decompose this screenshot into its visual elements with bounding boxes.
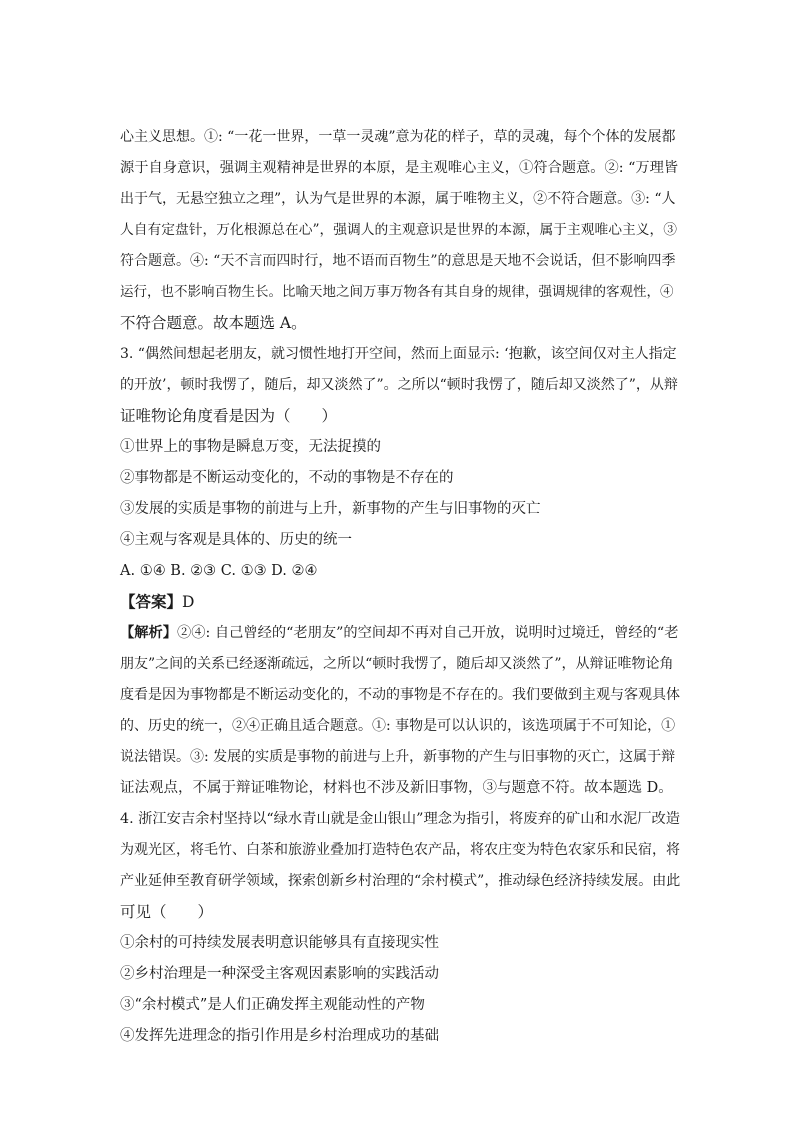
question-3-analysis: 证法观点，不属于辩证唯物论，材料也不涉及新旧事物，③与题意不符。故本题选 D。 — [120, 780, 673, 796]
question-4-stem: 为观光区，将毛竹、白茶和旅游业叠加打造特色农产品，将农庄变为特色农家乐和民宿，将 — [120, 842, 680, 858]
text-line: 人自有定盘针，万化根源总在心”，强调人的主观意识是世界的本源，属于主观唯心主义，③ — [120, 222, 678, 238]
question-3-analysis: 的、历史的统一，②④正确且适合题意。①: 事物是可以认识的，该选项属于不可知论，① — [120, 718, 676, 734]
question-4-option: ③“余村模式”是人们正确发挥主观能动性的产物 — [120, 997, 425, 1013]
text-line: 不符合题意。故本题选 A。 — [120, 314, 307, 332]
analysis-label: 【解析】 — [120, 625, 178, 641]
text-line: 心主义思想。①: “一花一世界，一草一灵魂”意为花的样子，草的灵魂，每个个体的发展都 — [120, 129, 676, 145]
question-3-analysis: 度看是因为事物都是不断运动变化的，不动的事物是不存在的。我们要做到主观与客观具体 — [120, 687, 680, 703]
question-3-option: ④主观与客观是具体的、历史的统一 — [120, 532, 352, 548]
question-4-option: ②乡村治理是一种深受主客观因素影响的实践活动 — [120, 966, 439, 982]
question-3-answer — [120, 592, 680, 612]
question-3-option: ②事物都是不断运动变化的，不动的事物是不存在的 — [120, 470, 454, 486]
question-3-analysis: 说法错误。③: 发展的实质是事物的前进与上升，新事物的产生与旧事物的灭亡，这属于辩 — [120, 749, 676, 765]
question-3-analysis: 朋友”之间的关系已经逐渐疏远，之所以“顿时我愣了，随后却又淡然了”，从辩证唯物论角 — [120, 656, 674, 672]
question-3-stem: 证唯物论角度看是因为（ ） — [120, 407, 338, 425]
question-4-stem: 可见（ ） — [120, 903, 214, 921]
text-line: 运行，也不影响百物生长。比喻天地之间万事万物各有其自身的规律，强调规律的客观性，④ — [120, 284, 674, 300]
answer-label: 【答案】 — [120, 592, 183, 611]
question-3-analysis — [120, 623, 680, 643]
text-line: 源于自身意识，强调主观精神是世界的本原，是主观唯心主义，①符合题意。②: “万理皆 — [120, 160, 679, 176]
question-4-option: ①余村的可持续发展表明意识能够具有直接现实性 — [120, 935, 439, 951]
question-3-option: ③发展的实质是事物的前进与上升，新事物的产生与旧事物的灭亡 — [120, 501, 541, 517]
question-4-stem: 4. 浙江安吉余村坚持以“绿水青山就是金山银山”理念为指引，将废弃的矿山和水泥厂改造 — [120, 811, 680, 827]
text-line: 符合题意。④: “天不言而四时行，地不语而百物生”的意思是天地不会说话，但不影响四季 — [120, 253, 676, 269]
question-3-stem: 的开放’，顿时我愣了，随后，却又淡然了”。之所以“顿时我愣了，随后却又淡然了”，从辩 — [120, 377, 678, 393]
question-3-choices: A. ①④ B. ②③ C. ①③ D. ②④ — [120, 563, 318, 579]
text-line: 出于气，无悬空独立之理”，认为气是世界的本源，属于唯物主义，②不符合题意。③: “人 — [120, 191, 676, 207]
analysis-text: ②④: 自己曾经的“老朋友”的空间却不再对自己开放，说明时过境迁，曾经的“老 — [177, 625, 679, 641]
question-3-option: ①世界上的事物是瞬息万变，无法捉摸的 — [120, 439, 381, 455]
question-3-stem: 3. “偶然间想起老朋友，就习惯性地打开空间，然而上面显示: ‘抱歉，该空间仅对主人指定 — [120, 346, 677, 362]
question-4-stem: 产业延伸至教育研学领域，探索创新乡村治理的“余村模式”，推动绿色经济持续发展。由此 — [120, 873, 681, 889]
question-4-option: ④发挥先进理念的指引作用是乡村治理成功的基础 — [120, 1028, 439, 1044]
answer-value: D — [182, 593, 195, 611]
